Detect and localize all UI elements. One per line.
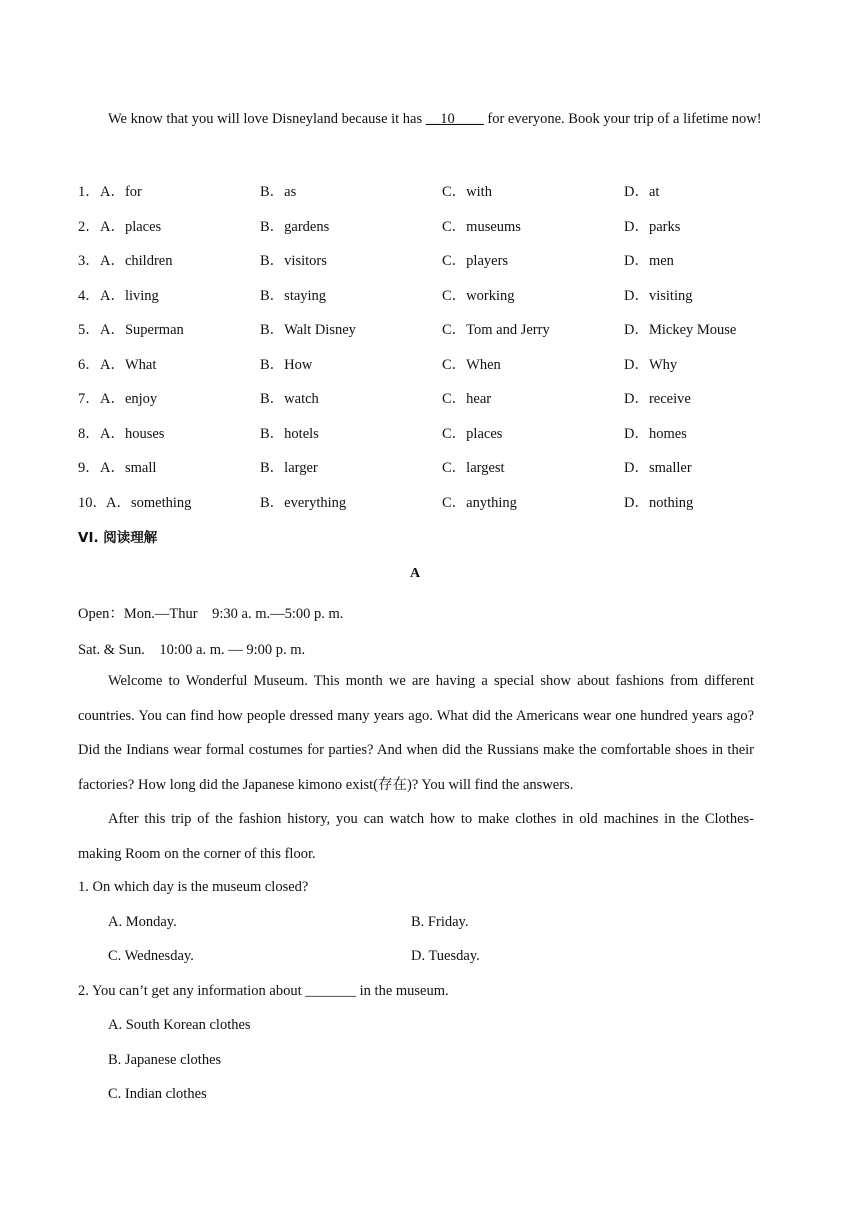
option-b: B．visitors — [260, 253, 327, 269]
option-number: 9． — [78, 460, 100, 476]
question-2-stem: 2. You can’t get any information about _______ in the museum. — [78, 983, 449, 999]
option-number: 5． — [78, 322, 100, 338]
question-1-choice-c: C. Wednesday. — [108, 948, 194, 964]
option-a: A．children — [100, 253, 173, 269]
passage-letter: A — [409, 566, 421, 581]
option-c: C．When — [442, 357, 501, 373]
option-d: D．at — [624, 184, 660, 200]
option-b: B．hotels — [260, 426, 319, 442]
option-c: C．players — [442, 253, 509, 269]
option-number: 6． — [78, 357, 100, 373]
hours-weekend: Sat. & Sun. 10:00 a. m. — 9:00 p. m. — [78, 642, 306, 658]
question-2-choice-a: A. South Korean clothes — [108, 1017, 251, 1033]
option-d: D．parks — [624, 219, 681, 235]
option-c: C．with — [442, 184, 492, 200]
option-c: C．largest — [442, 460, 505, 476]
question-1-choice-b: B. Friday. — [411, 914, 469, 930]
option-b: B．everything — [260, 495, 347, 511]
option-c: C．museums — [442, 219, 521, 235]
option-a: A．living — [100, 288, 159, 304]
option-number: 3． — [78, 253, 100, 269]
option-number: 2． — [78, 219, 100, 235]
option-d: D．Mickey Mouse — [624, 322, 737, 338]
option-d: D．homes — [624, 426, 687, 442]
question-2-choice-b: B. Japanese clothes — [108, 1052, 222, 1068]
option-b: B．How — [260, 357, 313, 373]
option-b: B．Walt Disney — [260, 322, 356, 338]
cloze-blank-10: __10____ — [425, 111, 484, 127]
cloze-text-after: for everyone. Book your trip of a lifetime now! — [483, 111, 762, 127]
option-number: 10． — [78, 495, 107, 511]
option-d: D．men — [624, 253, 674, 269]
option-b: B．larger — [260, 460, 318, 476]
option-a: A．places — [100, 219, 162, 235]
option-a: A．small — [100, 460, 157, 476]
option-number: 4． — [78, 288, 100, 304]
passage-paragraph-2: After this trip of the fashion history, you can watch how to make clothes in old machines in the Clothes-making Room on the corner of this floor. — [78, 811, 754, 862]
cloze-passage-end — [78, 102, 784, 137]
option-d: D．Why — [624, 357, 678, 373]
option-a: A．enjoy — [100, 391, 158, 407]
cloze-text-before: We know that you will love Disneyland because it has — [108, 111, 426, 127]
section-heading: VI. 阅读理解 — [78, 530, 158, 546]
option-d: D．receive — [624, 391, 691, 407]
option-a: A．Superman — [100, 322, 184, 338]
question-1-stem: 1. On which day is the museum closed? — [78, 879, 309, 895]
option-a: A．for — [100, 184, 142, 200]
option-b: B．staying — [260, 288, 327, 304]
option-c: C．working — [442, 288, 515, 304]
option-c: C．anything — [442, 495, 517, 511]
option-c: C．hear — [442, 391, 492, 407]
option-b: B．gardens — [260, 219, 330, 235]
question-1-choice-a: A. Monday. — [108, 914, 177, 930]
option-c: C．places — [442, 426, 503, 442]
option-d: D．visiting — [624, 288, 693, 304]
question-2-choice-c: C. Indian clothes — [108, 1086, 207, 1102]
option-number: 8． — [78, 426, 100, 442]
question-1-choice-d: D. Tuesday. — [411, 948, 480, 964]
option-b: B．watch — [260, 391, 319, 407]
option-d: D．nothing — [624, 495, 694, 511]
option-b: B．as — [260, 184, 297, 200]
passage-paragraph-1: Welcome to Wonderful Museum. This month we are having a special show about fashions from different countries. You can find how people dressed many years ago. What did the Americans wear one hundred years ago? Did the Indians wear formal costumes for parties? And when did the Russians make the comfortable shoes in their factories? How long did the Japanese kimono exist(存在)? You will find the answers. — [78, 673, 754, 793]
hours-weekday: Open：Mon.—Thur 9:30 a. m.—5:00 p. m. — [78, 606, 344, 622]
option-number: 7． — [78, 391, 100, 407]
option-c: C．Tom and Jerry — [442, 322, 550, 338]
option-a: A．houses — [100, 426, 165, 442]
option-number: 1． — [78, 184, 100, 200]
option-a: A．What — [100, 357, 157, 373]
option-d: D．smaller — [624, 460, 692, 476]
option-a: A．something — [106, 495, 192, 511]
